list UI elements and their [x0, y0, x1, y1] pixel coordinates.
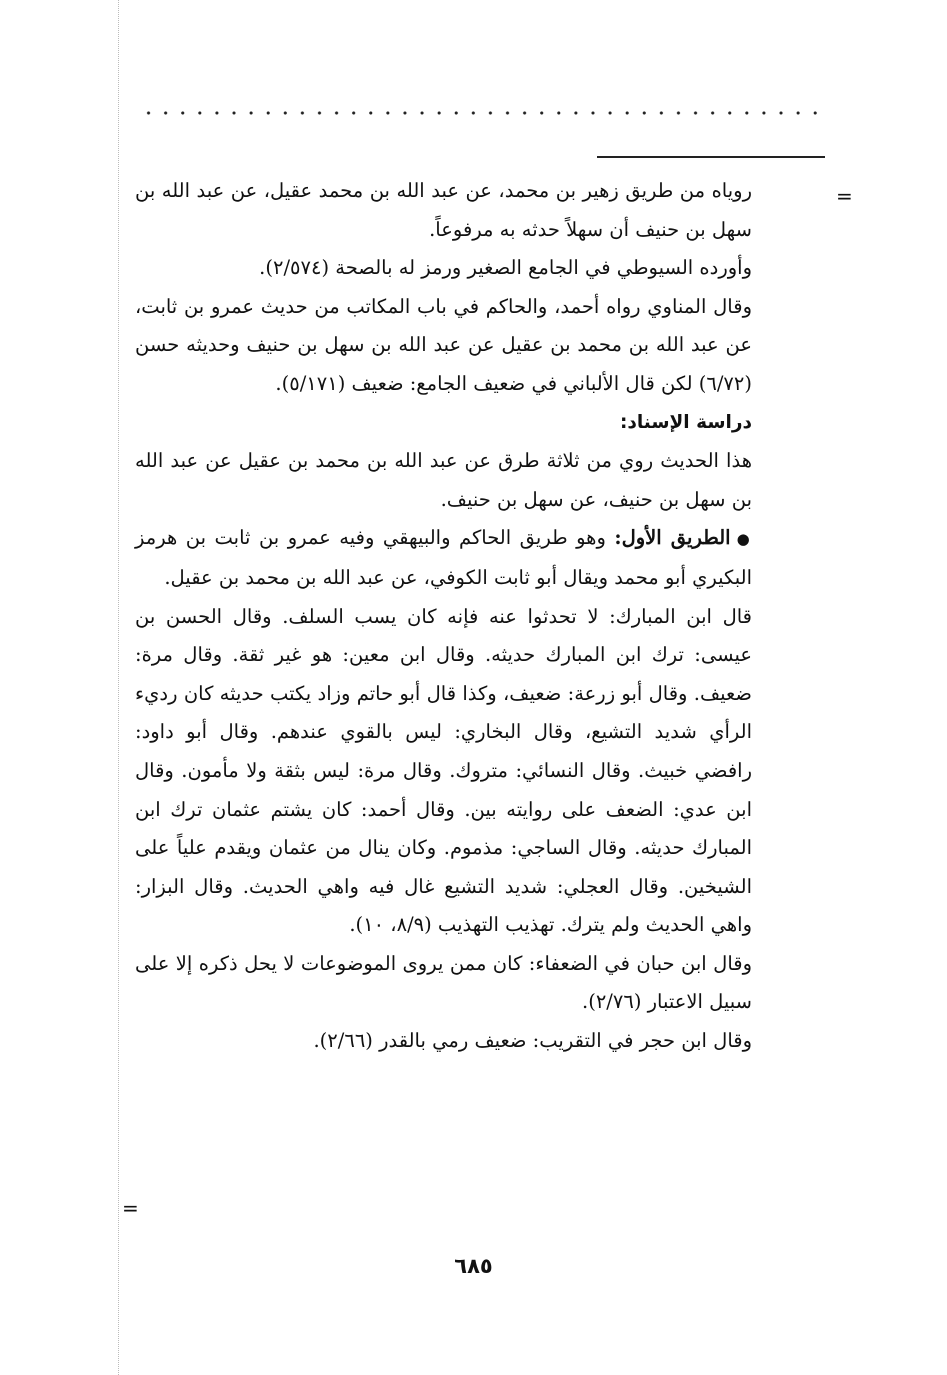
- section-title-isnad-study: دراسة الإسناد:: [619, 411, 752, 433]
- bullet-icon: ●: [736, 530, 752, 549]
- continuation-mark-top: =: [836, 184, 853, 208]
- paragraph-munawi: وقال المناوي رواه أحمد، والحاكم في باب المكاتب من حديث عمرو بن ثابت، عن عبد الله بن محمد بن عقيل عن عبد الله بن سهل بن حنيف وحديثه حسن (٦/٧٢) لكن قال الألباني في ضعيف الجامع: ضعيف (٥/١٧١).: [135, 294, 752, 395]
- paragraph-ibn-hajar: وقال ابن حجر في التقريب: ضعيف رمي بالقدر (٢/٦٦).: [313, 1029, 752, 1053]
- paragraph-suyuti: وأورده السيوطي في الجامع الصغير ورمز له بالصحة (٢/٥٧٤).: [259, 256, 752, 280]
- paragraph-ibn-hibban: وقال ابن حبان في الضعفاء: كان ممن يروى الموضوعات لا يحل ذكره إلا على سبيل الاعتبار (٢/٧٦).: [135, 951, 752, 1014]
- header-dotted-rule: [140, 110, 825, 116]
- main-text-block: [135, 172, 752, 1061]
- paragraph-first-route: [135, 519, 752, 597]
- footnote-separator-rule: [597, 156, 825, 158]
- first-route-text: وهو طريق الحاكم والبيهقي وفيه عمرو بن ثابت بن هرمز البكيري أبو محمد ويقال أبو ثابت الكوفي، عن عبد الله بن محمد بن عقيل.: [135, 526, 752, 589]
- paragraph-three-routes: هذا الحديث روي من ثلاثة طرق عن عبد الله بن محمد بن عقيل عن عبد الله بن سهل بن حنيف، عن سهل بن حنيف.: [135, 449, 752, 511]
- paragraph-narration: روياه من طريق زهير بن محمد، عن عبد الله بن محمد عقيل، عن عبد الله بن سهل بن حنيف أن سهلاً حدثه به مرفوعاً.: [135, 179, 752, 241]
- first-route-label: الطريق الأول:: [614, 526, 731, 550]
- paragraph-narrator-criticism: قال ابن المبارك: لا تحدثوا عنه فإنه كان يسب السلف. وقال الحسن بن عيسى: ترك ابن المبارك حديثه. وقال ابن معين: هو غير ثقة. وقال مرة: ضعيف. وقال أبو زرعة: ضعيف، وكذا قال أبو حاتم وزاد يكتب حديثه كان رديء الرأي شديد التشيع، وقال البخاري: ليس بالقوي عندهم. وقال أبو داود: رافضي خبيث. وقال النسائي: متروك. وقال مرة: ليس بثقة ولا مأمون. وقال ابن عدي: الضعف على روايته بين. وقال أحمد: كان يشتم عثمان ترك ابن المبارك حديثه. وقال الساجي: مذموم. وكان ينال من عثمان ويقدم علياً على الشيخين. وقال العجلي: شديد التشيع غال فيه واهي الحديث. وقال البزار: واهي الحديث ولم يترك. تهذيب التهذيب (٨/٩، ١٠).: [135, 604, 752, 937]
- continuation-mark-bottom: =: [122, 1196, 139, 1220]
- scan-guide-line: [118, 0, 119, 1375]
- page-number: ٦٨٥: [454, 1254, 493, 1278]
